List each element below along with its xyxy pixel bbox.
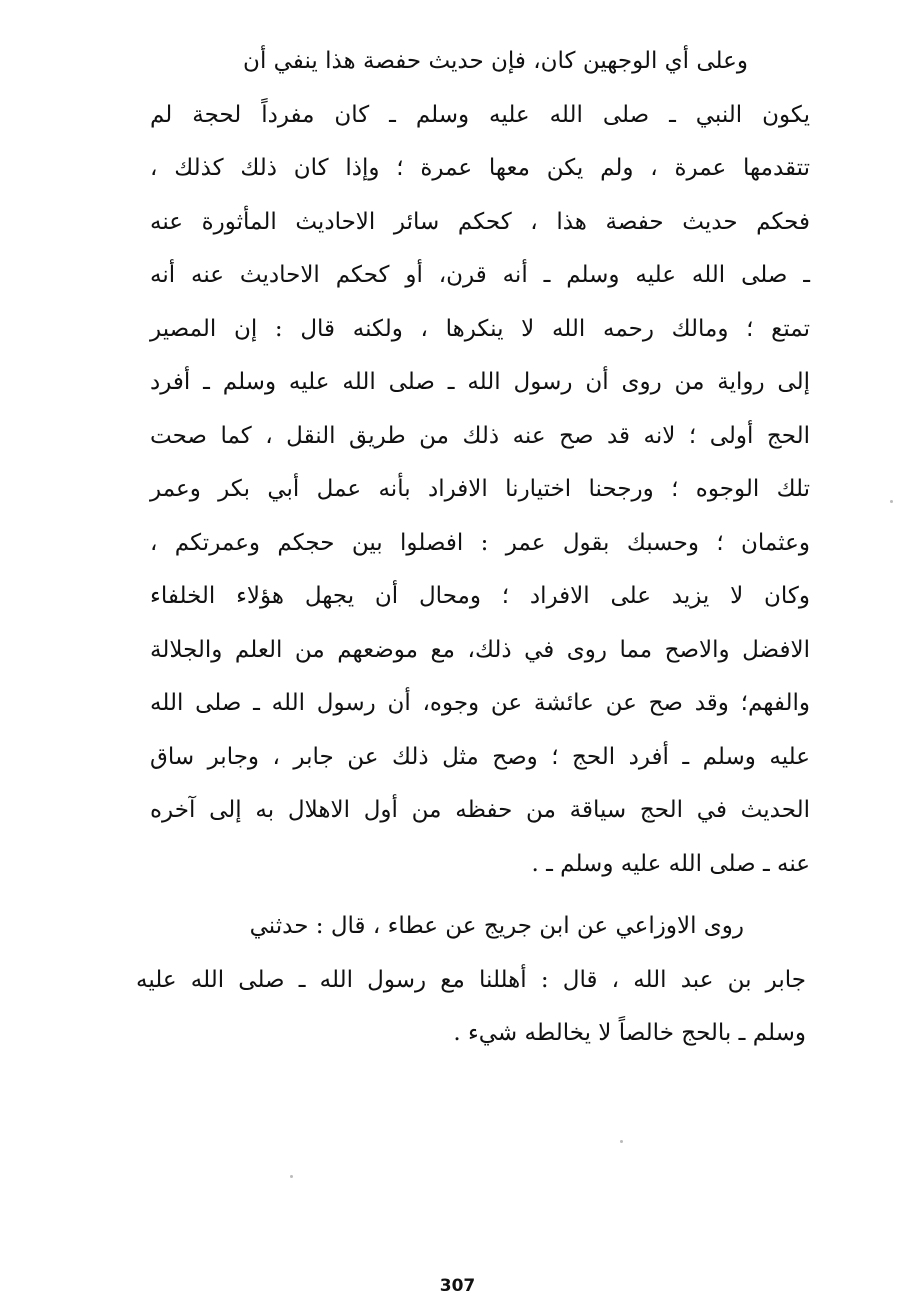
text-line: إلى رواية من روى أن رسول الله ـ صلى الله عليه وسلم ـ أفرد xyxy=(150,369,810,395)
paragraph-2 xyxy=(136,900,806,1061)
text-line: تتقدمها عمرة ، ولم يكن معها عمرة ؛ وإذا كان ذلك كذلك ، xyxy=(150,155,810,181)
text-line: جابر بن عبد الله ، قال : أهللنا مع رسول الله ـ صلى الله عليه xyxy=(136,966,806,993)
text-line: وعثمان ؛ وحسبك بقول عمر : افصلوا بين حجكم وعمرتكم ، xyxy=(150,529,810,556)
text-line: فحكم حديث حفصة هذا ، كحكم سائر الاحاديث المأثورة عنه xyxy=(150,208,810,235)
text-line: تلك الوجوه ؛ ورجحنا اختيارنا الافراد بأنه عمل أبي بكر وعمر xyxy=(150,476,810,502)
text-line: وعلى أي الوجهين كان، فإن حديث حفصة هذا ينفي أن xyxy=(243,48,748,74)
text-line: يكون النبي ـ صلى الله عليه وسلم ـ كان مفرداً لحجة لم xyxy=(150,101,810,128)
paper-speck xyxy=(620,1140,623,1143)
text-line: الحج أولى ؛ لانه قد صح عنه ذلك من طريق النقل ، كما صحت xyxy=(150,422,810,449)
text-line: وكان لا يزيد على الافراد ؛ ومحال أن يجهل هؤلاء الخلفاء xyxy=(150,583,810,609)
paragraph-1 xyxy=(150,35,810,891)
page-number: 307 xyxy=(439,1276,476,1296)
text-line: روى الاوزاعي عن ابن جريج عن عطاء ، قال : حدثني xyxy=(249,913,744,939)
text-line: والفهم؛ وقد صح عن عائشة عن وجوه، أن رسول الله ـ صلى الله xyxy=(150,690,810,716)
paper-speck xyxy=(290,1175,293,1178)
text-line: الحديث في الحج سياقة من حفظه من أول الاهلال به إلى آخره xyxy=(150,797,810,823)
text-line: عليه وسلم ـ أفرد الحج ؛ وصح مثل ذلك عن جابر ، وجابر ساق xyxy=(150,743,810,770)
text-line: الافضل والاصح مما روى في ذلك، مع موضعهم من العلم والجلالة xyxy=(150,636,810,663)
text-line: ـ صلى الله عليه وسلم ـ أنه قرن، أو كحكم الاحاديث عنه أنه xyxy=(150,262,810,288)
text-line: تمتع ؛ ومالك رحمه الله لا ينكرها ، ولكنه قال : إن المصير xyxy=(150,315,810,342)
paper-speck xyxy=(890,500,893,503)
text-line: عنه ـ صلى الله عليه وسلم ـ . xyxy=(531,850,810,877)
text-line: وسلم ـ بالحج خالصاً لا يخالطه شيء . xyxy=(453,1020,806,1046)
